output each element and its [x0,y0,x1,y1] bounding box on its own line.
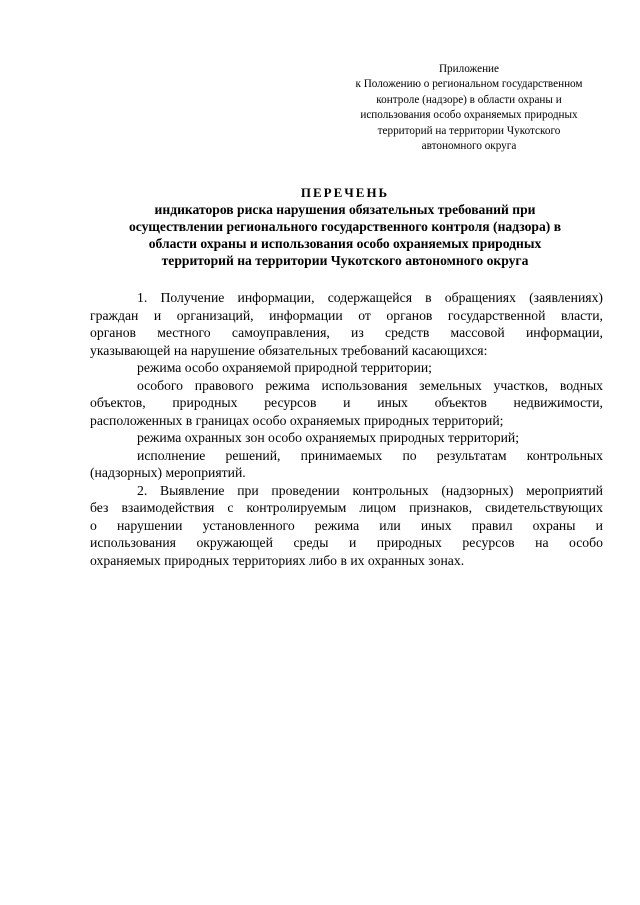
word: Получение [160,290,225,305]
word: окружающей [196,535,273,550]
word: признаков, [409,500,473,515]
word: результатам [436,447,507,463]
word: или [379,517,401,533]
word: природных [172,395,238,410]
word: содержащейся [327,290,412,305]
word: режима [265,377,310,393]
word: по [402,447,417,463]
paragraph-line: режима охранных зон особо охраняемых природных территорий; [137,430,520,445]
word: ресурсов [462,535,515,550]
word: массовой [450,325,505,340]
document-body [90,289,603,569]
word: природных [376,535,442,550]
word: среды [293,535,329,550]
word: участков, [493,377,549,393]
document-title: ПЕРЕЧЕНЬ [300,185,390,200]
word: с [227,500,234,515]
paragraph-line [90,307,603,325]
word: особо [569,535,603,550]
word: принимаемых [300,447,383,463]
word: на [535,535,549,550]
word: власти, [560,307,603,323]
word: нарушении [116,517,183,533]
word: в [425,290,432,305]
paragraph-subitem-2 [90,377,603,430]
paragraph-item-2 [90,482,603,570]
appendix-line: автономного округа [421,140,517,153]
appendix-line: территорий на территории Чукотского [377,124,561,137]
word: и [343,395,351,410]
paragraph-line [90,394,603,412]
paragraph-item-1 [90,289,603,359]
word: объектов [434,395,487,410]
appendix-line: контроле (надзоре) в области охраны и [376,93,562,106]
word: (надзорных) [441,482,514,498]
word: решений, [225,447,281,463]
word: органов [90,325,137,340]
paragraph-subitem-3 [90,429,603,447]
document-subtitle-line: области охраны и использования особо охраняемых природных [148,236,542,251]
word: ресурсов [264,395,317,410]
word: средств [385,325,430,340]
word: организаций, [176,307,254,323]
word: правового [194,377,254,393]
word: 2. [137,482,148,498]
document-subtitle-line: осуществлении регионального государственного контроля (надзора) в [128,219,562,234]
appendix-line: Приложение [438,63,500,75]
word: режима [314,517,360,533]
word: свидетельствующих [485,500,603,515]
document-heading [80,184,610,269]
word: граждан [90,307,139,323]
paragraph-subitem-1 [90,359,603,377]
paragraph-line: охраняемых природных территориях либо в их охранных зонах. [90,552,465,568]
word: объектов, [90,395,146,410]
word: использования [90,535,176,550]
document-subtitle-line: территорий на территории Чукотского автономного округа [161,253,529,268]
word: мероприятий [526,482,603,498]
word: установленного [202,517,295,533]
paragraph-line [90,499,603,517]
word: информации [269,307,343,323]
word: исполнение [137,447,206,463]
paragraph-line [90,482,603,500]
word: проведении [271,482,340,498]
word: контрольных [526,447,603,463]
document-subtitle-line: индикаторов риска нарушения обязательных требований при [154,202,536,217]
word: и [595,517,603,533]
word: взаимодействия [121,500,215,515]
word: государственной [447,307,546,323]
word: правил [471,517,513,533]
word: использования [321,377,408,393]
word: обращениях [444,290,516,305]
paragraph-line [90,377,603,395]
paragraph-line [90,289,603,307]
word: охраны [532,517,576,533]
paragraph-line: (надзорных) мероприятий. [90,465,246,480]
word: особого [137,377,184,393]
word: контролируемым [246,500,347,515]
paragraph-line: расположенных в границах особо охраняемых природных территорий; [90,412,504,428]
word: и [153,307,162,323]
appendix-line: к Положению о региональном государственном [355,78,583,91]
word: иных [377,395,408,410]
word: органов [386,307,433,323]
appendix-header [330,62,608,154]
paragraph-line: указывающей на нарушение обязательных требований касающихся: [90,342,488,358]
word: без [90,500,109,515]
word: Выявление [159,482,225,498]
word: недвижимости, [513,395,603,410]
paragraph-subitem-4 [90,447,603,482]
word: водных [559,377,603,393]
paragraph-line [90,517,603,535]
paragraph-line [90,324,603,342]
word: контрольных [352,482,429,498]
word: из [351,325,364,340]
word: иных [420,517,452,533]
word: самоуправления, [231,325,330,340]
word: 1. [137,290,148,305]
paragraph-line [90,447,603,465]
word: при [237,482,259,498]
word: земельных [419,377,482,393]
word: лицом [359,500,397,515]
word: и [348,535,357,550]
word: местного [157,325,211,340]
paragraph-line: режима особо охраняемой природной территории; [137,360,432,375]
appendix-line: использования особо охраняемых природных [360,109,578,122]
word: о [90,517,97,533]
paragraph-line [90,534,603,552]
word: от [358,307,371,323]
word: информации, [237,290,315,305]
word: (заявлениях) [529,290,603,305]
word: информации, [525,325,603,340]
